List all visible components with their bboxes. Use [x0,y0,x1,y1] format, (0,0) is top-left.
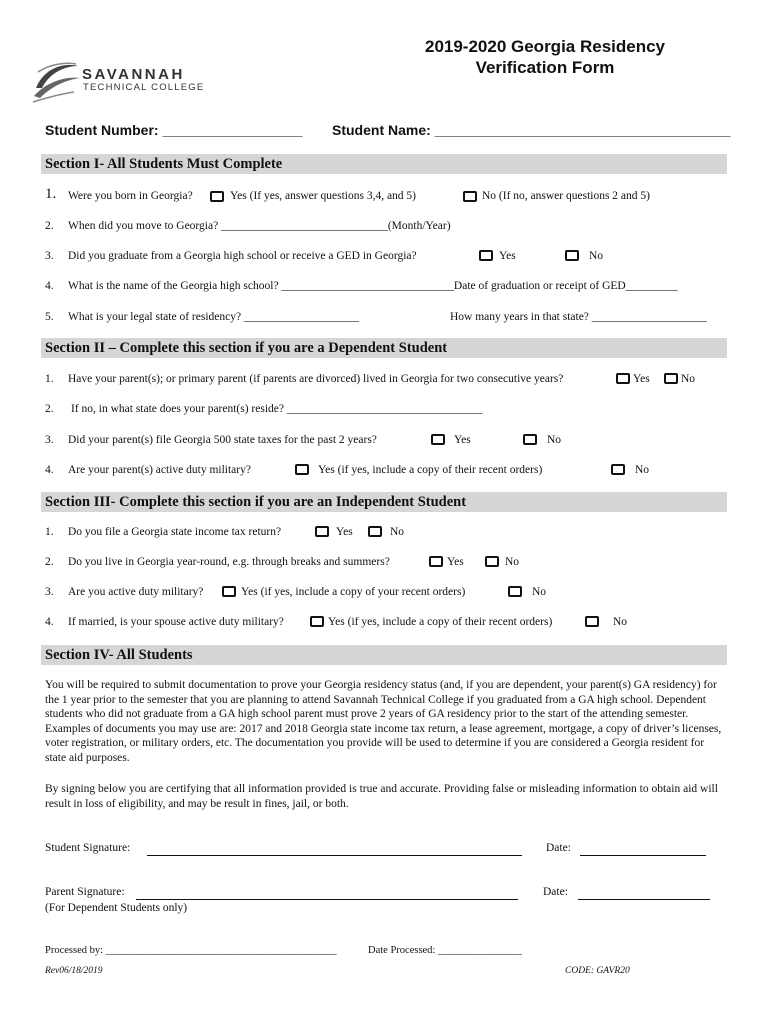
s2-question2 [45,403,735,419]
parent-signature-label: Parent Signature: [45,886,125,898]
s3-q1-no-checkbox[interactable] [368,526,382,537]
s1-q3-no-label: No [589,250,604,262]
s1-q1-no-label: No (If no, answer questions 2 and 5) [482,190,650,202]
student-signature-label: Student Signature: [45,842,131,854]
section1-heading: Section I- All Students Must Complete [41,154,727,174]
s3-question3 [45,586,735,602]
section3-heading: Section III- Complete this section if you are an Independent Student [41,492,727,512]
s1-q1-no-checkbox[interactable] [463,191,477,202]
s1-q1-yes-label: Yes (If yes, answer questions 3,4, and 5) [230,190,416,202]
title-line2: Verification Form [475,58,615,77]
s2-q3-number: 3. [45,434,54,446]
s1-q4-number: 4. [45,280,54,292]
s3-q4-yes-checkbox[interactable] [310,616,324,627]
s2-q1-no-label: No [681,373,696,385]
s3-q4-text: If married, is your spouse active duty military? [68,616,284,628]
s1-q5-number: 5. [45,311,54,323]
s1-q5-years-text[interactable]: How many years in that state? ____________________ [450,311,707,323]
s3-q1-no-label: No [390,526,405,538]
s1-q3-yes-checkbox[interactable] [479,250,493,261]
s2-q4-text: Are your parent(s) active duty military? [68,464,251,476]
s2-q3-no-checkbox[interactable] [523,434,537,445]
logo-subtitle: TECHNICAL COLLEGE [83,82,205,93]
s2-q1-yes-checkbox[interactable] [616,373,630,384]
section4-heading: Section IV- All Students [41,645,727,665]
logo-swoosh-icon [30,58,82,106]
student-date-label: Date: [546,842,571,854]
s2-q3-yes-label: Yes [454,434,471,446]
s1-q1-text: Were you born in Georgia? [68,190,193,202]
s2-q4-no-checkbox[interactable] [611,464,625,475]
s3-q3-yes-label: Yes (if yes, include a copy of your recent orders) [241,586,466,598]
s3-q4-number: 4. [45,616,54,628]
s3-q2-text: Do you live in Georgia year-round, e.g. through breaks and summers? [68,556,390,568]
s3-q4-no-label: No [613,616,628,628]
s3-question2 [45,556,735,572]
s3-q1-text: Do you file a Georgia state income tax return? [68,526,282,538]
s3-question1 [45,526,735,542]
s3-q3-number: 3. [45,586,54,598]
s2-q4-number: 4. [45,464,54,476]
s3-q2-number: 2. [45,556,54,568]
s3-q3-no-checkbox[interactable] [508,586,522,597]
parent-date-label: Date: [543,886,568,898]
s1-question1 [45,188,735,206]
title-line1: 2019-2020 Georgia Residency [424,37,666,56]
s3-q1-yes-checkbox[interactable] [315,526,329,537]
s2-q4-no-label: No [635,464,650,476]
s1-question5 [45,311,735,327]
student-number-field[interactable]: Student Number: __________________ [45,122,303,138]
s3-q2-no-label: No [505,556,520,568]
s3-q1-number: 1. [45,526,54,538]
s1-q3-no-checkbox[interactable] [565,250,579,261]
form-title [390,36,700,78]
s2-q3-no-label: No [547,434,562,446]
s3-question4 [45,616,735,632]
s3-q3-no-label: No [532,586,547,598]
s2-q4-yes-checkbox[interactable] [295,464,309,475]
parent-date-line[interactable] [578,899,710,900]
s2-q2-number: 2. [45,403,54,415]
s2-question3 [45,434,735,450]
student-date-line[interactable] [580,855,706,856]
s3-q2-yes-label: Yes [447,556,464,568]
s1-q4-text[interactable]: What is the name of the Georgia high school? ______________________________Date of graduation or receipt of GED_________ [68,280,678,292]
logo-name: SAVANNAH [82,66,185,83]
s3-q3-text: Are you active duty military? [68,586,204,598]
s2-q2-text[interactable]: If no, in what state does your parent(s) reside? __________________________________ [71,403,483,415]
s3-q1-yes-label: Yes [336,526,353,538]
section4-paragraph2: By signing below you are certifying that all information provided is true and accurate. Providing false or misleading information to obtain aid will result in loss of eligibility, and may be result in fines, jail, or both. [45,783,718,810]
s1-q5-text[interactable]: What is your legal state of residency? ____________________ [68,311,359,323]
s2-q3-text: Did your parent(s) file Georgia 500 state taxes for the past 2 years? [68,434,377,446]
date-processed-field[interactable]: Date Processed: ________________ [368,945,522,956]
s2-q1-no-checkbox[interactable] [664,373,678,384]
s1-q2-text[interactable]: When did you move to Georgia? _____________________________(Month/Year) [68,220,451,232]
s3-q4-yes-label: Yes (if yes, include a copy of their recent orders) [328,616,553,628]
s1-q3-number: 3. [45,250,54,262]
s2-q1-yes-label: Yes [633,373,650,385]
s2-question4 [45,464,735,480]
student-signature-line[interactable] [147,855,522,856]
s2-question1 [45,373,735,389]
s1-q1-yes-checkbox[interactable] [210,191,224,202]
s3-q3-yes-checkbox[interactable] [222,586,236,597]
s1-q2-number: 2. [45,220,54,232]
revision-date: Rev06/18/2019 [45,966,103,976]
s2-q4-yes-label: Yes (if yes, include a copy of their recent orders) [318,464,543,476]
section4-paragraph1: You will be required to submit documentation to prove your Georgia residency status (and, if you are dependent, your parent(s) GA residency) for the 1 year prior to the semester that you are planning to attend Savannah Technical College if you graduated from a GA high school. Dependent students who did not graduate from a GA high school parent must prove 2 years of GA residency prior to the start of the attending semester. Examples of documents you may use are: 2017 and 2018 Georgia state income tax return, a lease agreement, mortgage, a copy of driver’s licenses, voter registration, or military orders, etc. The documentation you provide will be used to determine if you are considered a Georgia resident for state aid purposes. [45,679,722,764]
s3-q2-yes-checkbox[interactable] [429,556,443,567]
s3-q2-no-checkbox[interactable] [485,556,499,567]
s1-q3-yes-label: Yes [499,250,516,262]
s2-q1-text: Have your parent(s); or primary parent (if parents are divorced) lived in Georgia for two consecutive years? [68,373,564,385]
processed-by-field[interactable]: Processed by: ____________________________________________ [45,945,337,956]
student-name-field[interactable]: Student Name: ______________________________________ [332,122,731,138]
s2-q3-yes-checkbox[interactable] [431,434,445,445]
s3-q4-no-checkbox[interactable] [585,616,599,627]
section2-heading: Section II – Complete this section if you are a Dependent Student [41,338,727,358]
s1-question2 [45,220,735,236]
s2-q1-number: 1. [45,373,54,385]
s1-question3 [45,250,735,266]
form-code: CODE: GAVR20 [565,966,630,976]
parent-note: (For Dependent Students only) [45,902,188,914]
s1-q1-number: 1. [45,186,57,202]
parent-signature-line[interactable] [136,899,518,900]
s1-question4 [45,280,735,296]
s1-q3-text: Did you graduate from a Georgia high school or receive a GED in Georgia? [68,250,417,262]
